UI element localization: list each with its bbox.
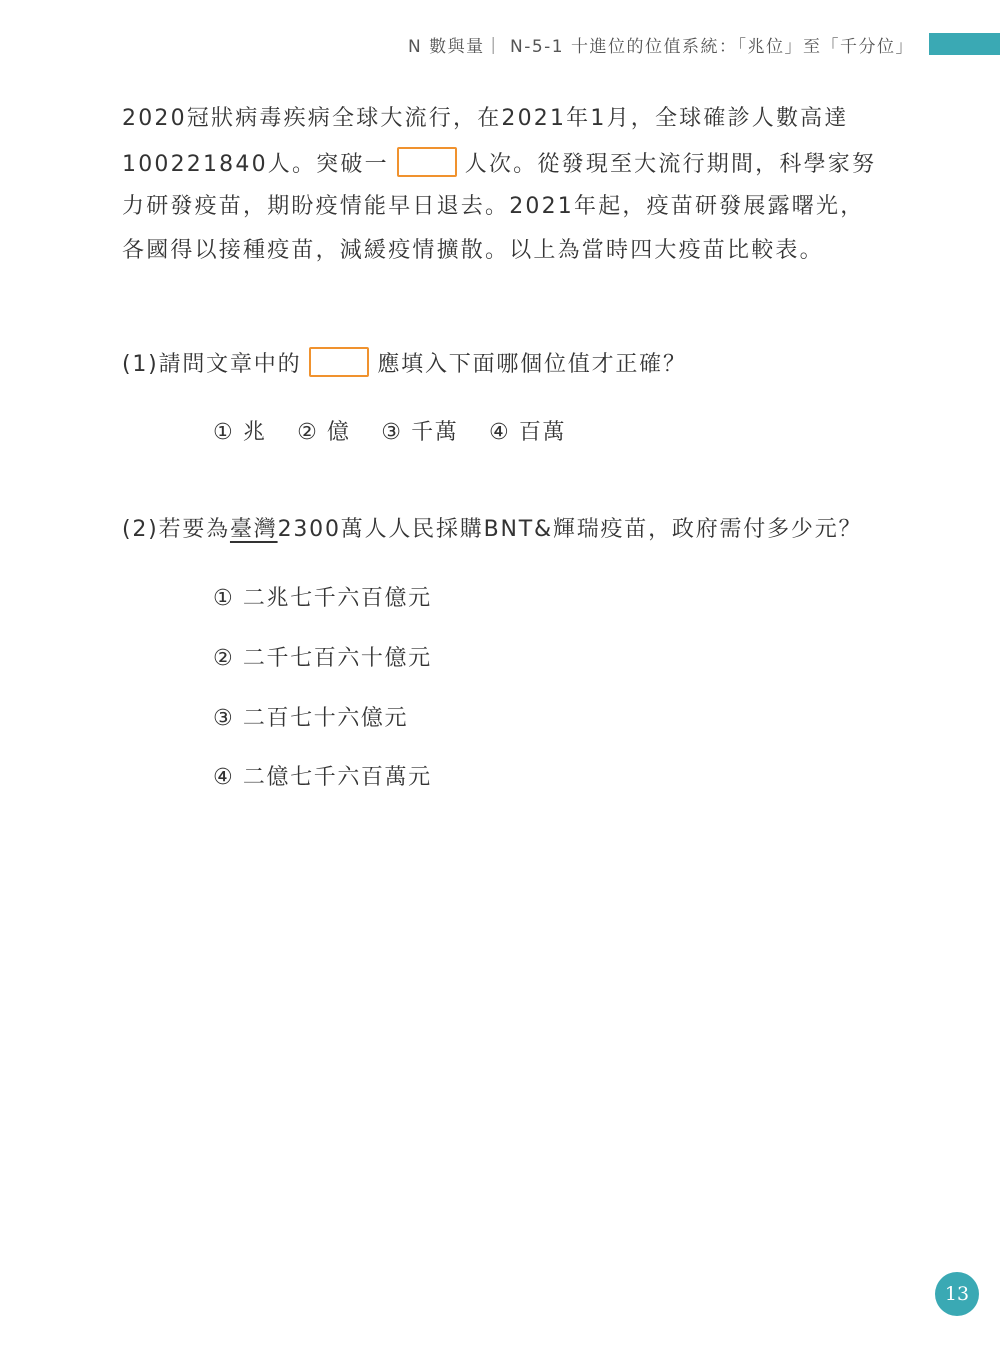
question-2-underlined-place: 臺灣	[229, 517, 278, 542]
header-accent-bar	[929, 33, 1000, 55]
passage-line-2-start: 100221840人。突破一	[122, 152, 389, 177]
passage-line-2	[122, 147, 922, 178]
q2-option-3: ③ 二百七十六億元	[213, 706, 409, 731]
question-1-suffix: 應填入下面哪個位值才正確？	[377, 352, 687, 377]
q1-option-2: ② 億	[297, 420, 351, 445]
q1-option-3: ③ 千萬	[381, 420, 459, 445]
question-1-blank-box	[309, 347, 369, 377]
question-2	[122, 512, 862, 543]
question-1-prefix: (1)請問文章中的	[122, 352, 302, 377]
passage-line-4: 各國得以接種疫苗，減緩疫情擴散。以上為當時四大疫苗比較表。	[122, 238, 824, 263]
q1-option-4: ④ 百萬	[488, 420, 567, 445]
passage-line-2-end: 人次。從發現至大流行期間，科學家努	[464, 152, 877, 177]
q2-option-1: ① 二兆七千六百億元	[213, 586, 432, 611]
passage-line-3: 力研發疫苗，期盼疫情能早日退去。2021年起，疫苗研發展露曙光，	[122, 194, 865, 219]
page-number: 13	[935, 1272, 979, 1316]
running-header: N 數與量｜ N-5-1 十進位的位值系統：「兆位」至「千分位」	[407, 37, 914, 57]
question-2-prefix: (2)若要為	[122, 517, 230, 542]
question-1	[122, 347, 687, 378]
q2-option-2: ② 二千七百六十億元	[213, 646, 432, 671]
question-2-suffix: 2300萬人人民採購BNT&輝瑞疫苗，政府需付多少元？	[277, 517, 863, 542]
q2-option-4: ④ 二億七千六百萬元	[213, 765, 432, 790]
q1-option-1: ① 兆	[213, 420, 267, 445]
answer-blank-box	[397, 147, 457, 177]
question-1-options	[213, 415, 588, 446]
passage-line-1: 2020冠狀病毒疾病全球大流行，在2021年1月，全球確診人數高達	[122, 106, 849, 131]
